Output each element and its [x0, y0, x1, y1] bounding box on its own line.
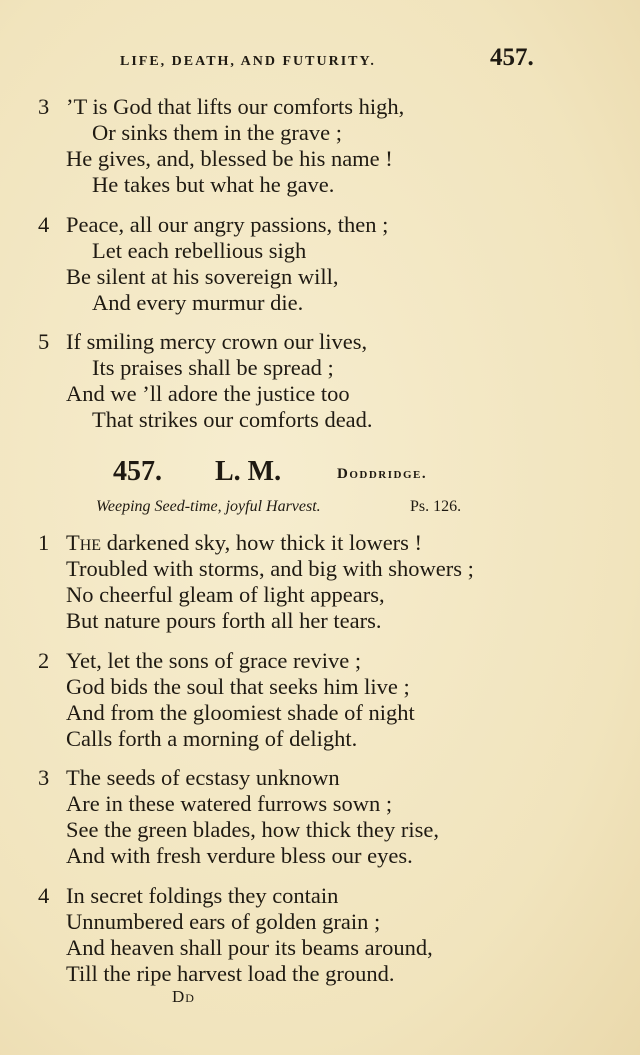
hymn-subtitle: Weeping Seed-time, joyful Harvest.: [96, 498, 321, 515]
verse-line: And every murmur die.: [92, 290, 304, 315]
verse-line: If smiling mercy crown our lives,: [66, 329, 368, 354]
verse-number: 3: [38, 94, 50, 119]
verse-line: God bids the soul that seeks him live ;: [66, 674, 410, 699]
verse-line: Troubled with storms, and big with showers ;: [66, 556, 474, 581]
verse-line: But nature pours forth all her tears.: [66, 608, 382, 633]
verse-line: See the green blades, how thick they rise,: [66, 817, 440, 842]
hymn-meter: L. M.: [215, 456, 282, 487]
verse-number: 1: [38, 530, 50, 555]
verse-line: Yet, let the sons of grace revive ;: [66, 648, 362, 673]
verse-line: He takes but what he gave.: [92, 172, 335, 197]
verse-line: That strikes our comforts dead.: [92, 407, 373, 432]
verse-line: And from the gloomiest shade of night: [66, 700, 415, 725]
page-header: [0, 44, 640, 76]
drop-word: The: [66, 530, 102, 555]
hymn-subtitle-row: [0, 498, 640, 522]
verse-line: Are in these watered furrows sown ;: [66, 791, 393, 816]
verse-line: Be silent at his sovereign will,: [66, 264, 339, 289]
signature-mark: Dd: [172, 987, 195, 1006]
verse-number: 5: [38, 329, 50, 354]
hymn-number: 457.: [113, 456, 162, 487]
verse-line: Its praises shall be spread ;: [92, 355, 334, 380]
verse-number: 3: [38, 765, 50, 790]
verse-line: And we ’ll adore the justice too: [66, 381, 350, 406]
hymn-heading: [0, 456, 640, 496]
verse-line: Peace, all our angry passions, then ;: [66, 212, 389, 237]
verse-line: He gives, and, blessed be his name !: [66, 146, 393, 171]
verse-line: No cheerful gleam of light appears,: [66, 582, 385, 607]
verse-first-line: [66, 530, 422, 556]
verse-number: 4: [38, 212, 50, 237]
verse-line: In secret foldings they contain: [66, 883, 339, 908]
verse-line-rest: darkened sky, how thick it lowers !: [101, 530, 423, 555]
hymn-author: Doddridge.: [337, 466, 428, 482]
verse-line: And with fresh verdure bless our eyes.: [66, 843, 413, 868]
verse-line: ’T is God that lifts our comforts high,: [66, 94, 405, 119]
verse-number: 4: [38, 883, 50, 908]
verse-line: Or sinks them in the grave ;: [92, 120, 342, 145]
verse-line: Let each rebellious sigh: [92, 238, 307, 263]
page-number: 457.: [490, 44, 534, 71]
verse-line: The seeds of ecstasy unknown: [66, 765, 340, 790]
verse-line: Till the ripe harvest load the ground.: [66, 961, 395, 986]
verse-line: And heaven shall pour its beams around,: [66, 935, 433, 960]
scripture-reference: Ps. 126.: [410, 498, 462, 515]
verse-line: Calls forth a morning of delight.: [66, 726, 358, 751]
running-title: LIFE, DEATH, AND FUTURITY.: [120, 54, 376, 69]
verse-line: Unnumbered ears of golden grain ;: [66, 909, 381, 934]
verse-number: 2: [38, 648, 50, 673]
